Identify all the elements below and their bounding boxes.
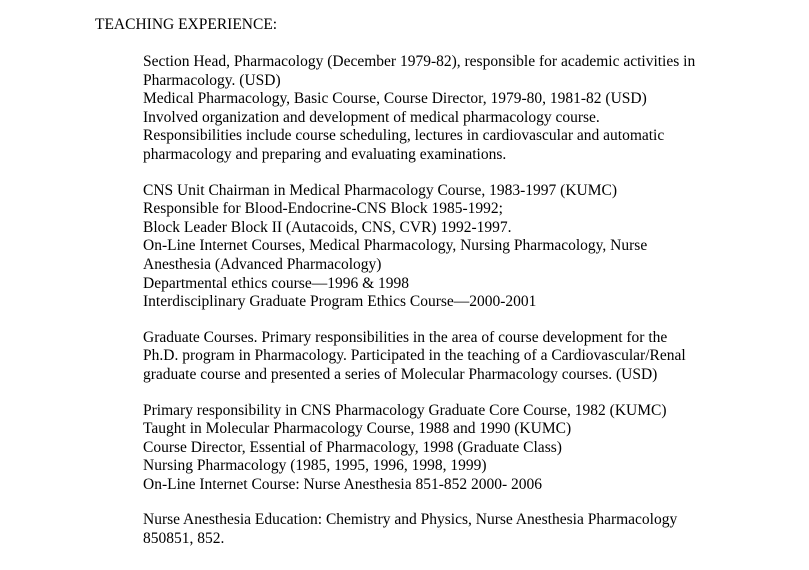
paragraph-line: Pharmacology. (USD): [143, 71, 281, 89]
paragraph-line: Nurse Anesthesia Education: Chemistry and Physics, Nurse Anesthesia Pharmacology: [143, 511, 678, 529]
paragraph-line: On-Line Internet Course: Nurse Anesthesia 851-852 2000- 2006: [143, 475, 543, 493]
paragraph-line: On-Line Internet Courses, Medical Pharmacology, Nursing Pharmacology, Nurse: [143, 237, 648, 255]
experience-paragraph: [143, 182, 783, 312]
paragraph-line: Responsibilities include course scheduling, lectures in cardiovascular and automatic: [143, 127, 665, 145]
paragraph-line: CNS Unit Chairman in Medical Pharmacology Course, 1983-1997 (KUMC): [143, 181, 617, 199]
paragraph-line: Course Director, Essential of Pharmacology, 1998 (Graduate Class): [143, 438, 562, 456]
paragraph-line: Graduate Courses. Primary responsibilities in the area of course development for the: [143, 328, 668, 346]
paragraph-line: Involved organization and development of medical pharmacology course.: [143, 108, 600, 126]
paragraph-line: Section Head, Pharmacology (December 1979-82), responsible for academic activities in: [143, 53, 696, 70]
paragraph-line: Interdisciplinary Graduate Program Ethics Course—2000-2001: [143, 293, 537, 311]
experience-paragraph: [143, 511, 783, 548]
paragraph-line: Block Leader Block II (Autacoids, CNS, CVR) 1992-1997.: [143, 218, 512, 236]
paragraph-line: 850851, 852.: [143, 530, 225, 548]
paragraph-line: Anesthesia (Advanced Pharmacology): [143, 255, 382, 273]
experience-paragraph: [143, 402, 783, 495]
paragraph-line: pharmacology and preparing and evaluating examinations.: [143, 145, 507, 163]
paragraph-line: Responsible for Blood-Endocrine-CNS Block 1985-1992;: [143, 200, 503, 218]
paragraph-line: Primary responsibility in CNS Pharmacology Graduate Core Course, 1982 (KUMC): [143, 401, 667, 419]
paragraph-line: Taught in Molecular Pharmacology Course, 1988 and 1990 (KUMC): [143, 420, 572, 438]
experience-paragraph: [143, 329, 783, 385]
paragraph-line: Ph.D. program in Pharmacology. Participated in the teaching of a Cardiovascular/Renal: [143, 347, 686, 365]
paragraph-line: Nursing Pharmacology (1985, 1995, 1996, 1998, 1999): [143, 457, 487, 475]
paragraph-line: Departmental ethics course—1996 & 1998: [143, 274, 410, 292]
experience-paragraph: [143, 53, 783, 165]
teaching-experience-list: [143, 53, 783, 566]
paragraph-line: Medical Pharmacology, Basic Course, Course Director, 1979-80, 1981-82 (USD): [143, 90, 647, 108]
section-heading: TEACHING EXPERIENCE:: [95, 16, 278, 33]
paragraph-line: graduate course and presented a series of Molecular Pharmacology courses. (USD): [143, 365, 658, 383]
